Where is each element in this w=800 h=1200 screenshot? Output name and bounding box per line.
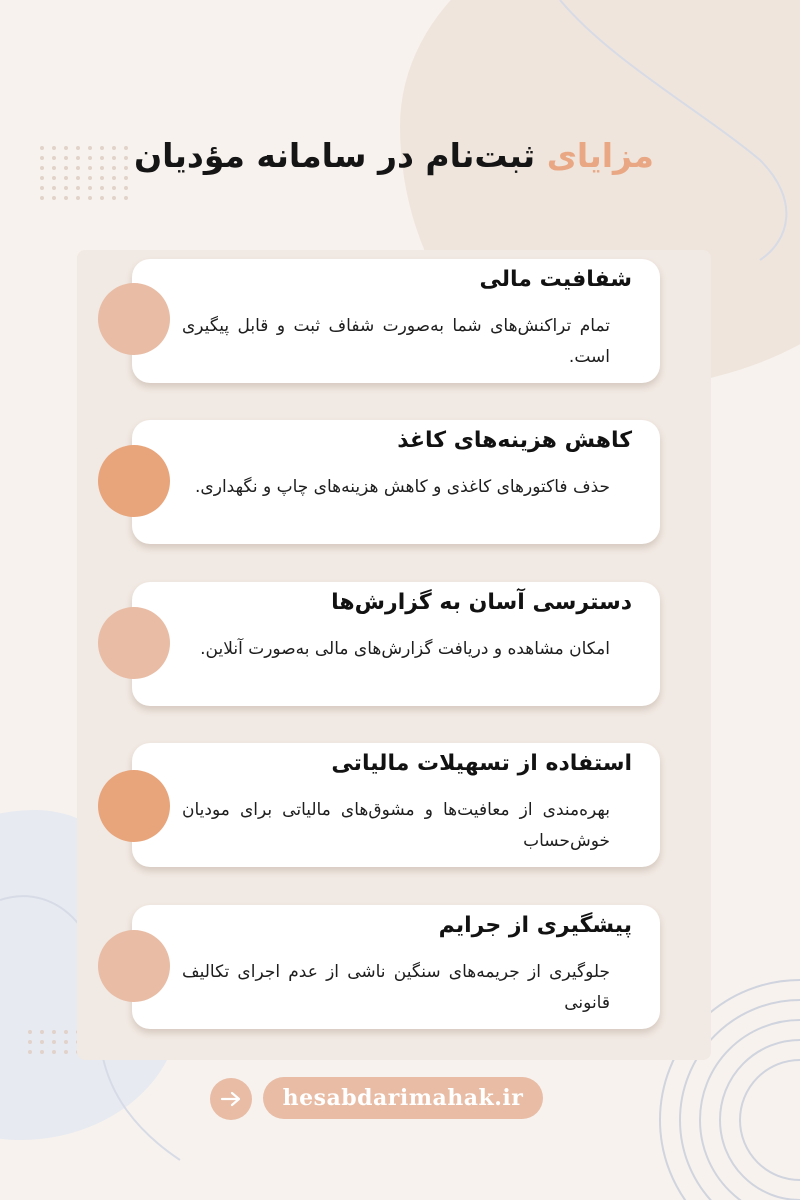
benefit-title: شفافیت مالی	[479, 267, 632, 292]
arrow-right-icon[interactable]	[210, 1078, 252, 1120]
benefit-description: امکان مشاهده و دریافت گزارش‌های مالی به‌صورت آنلاین.	[200, 639, 610, 659]
benefit-card	[132, 743, 660, 867]
benefit-title: دسترسی آسان به گزارش‌ها	[331, 590, 632, 615]
benefit-card	[132, 582, 660, 706]
page-title	[134, 136, 654, 175]
benefit-circle	[98, 283, 170, 355]
benefit-title: کاهش هزینه‌های کاغذ	[397, 428, 632, 453]
benefit-title: استفاده از تسهیلات مالیاتی	[331, 751, 632, 776]
benefit-description: جلوگیری از جریمه‌های سنگین ناشی از عدم اجرای تکالیف قانونی	[182, 962, 610, 1013]
benefit-card	[132, 420, 660, 544]
title-main: ثبت‌نام در سامانه مؤدیان	[133, 136, 536, 175]
benefit-card	[132, 905, 660, 1029]
title-accent: مزایای	[546, 136, 654, 175]
benefit-circle	[98, 607, 170, 679]
benefit-description: بهره‌مندی از معافیت‌ها و مشوق‌های مالیاتی برای مودیان خوش‌حساب	[182, 800, 610, 851]
benefit-description: حذف فاکتورهای کاغذی و کاهش هزینه‌های چاپ و نگهداری.	[195, 477, 610, 497]
benefit-title: پیشگیری از جرایم	[438, 913, 632, 938]
dot-pattern-bottom	[28, 1030, 82, 1054]
dot-pattern-top	[40, 146, 130, 200]
benefit-circle	[98, 930, 170, 1002]
benefit-circle	[98, 770, 170, 842]
website-link[interactable]: hesabdarimahak.ir	[263, 1077, 543, 1119]
benefit-description: تمام تراکنش‌های شما به‌صورت شفاف ثبت و قابل پیگیری است.	[182, 316, 610, 367]
benefit-card	[132, 259, 660, 383]
benefit-circle	[98, 445, 170, 517]
